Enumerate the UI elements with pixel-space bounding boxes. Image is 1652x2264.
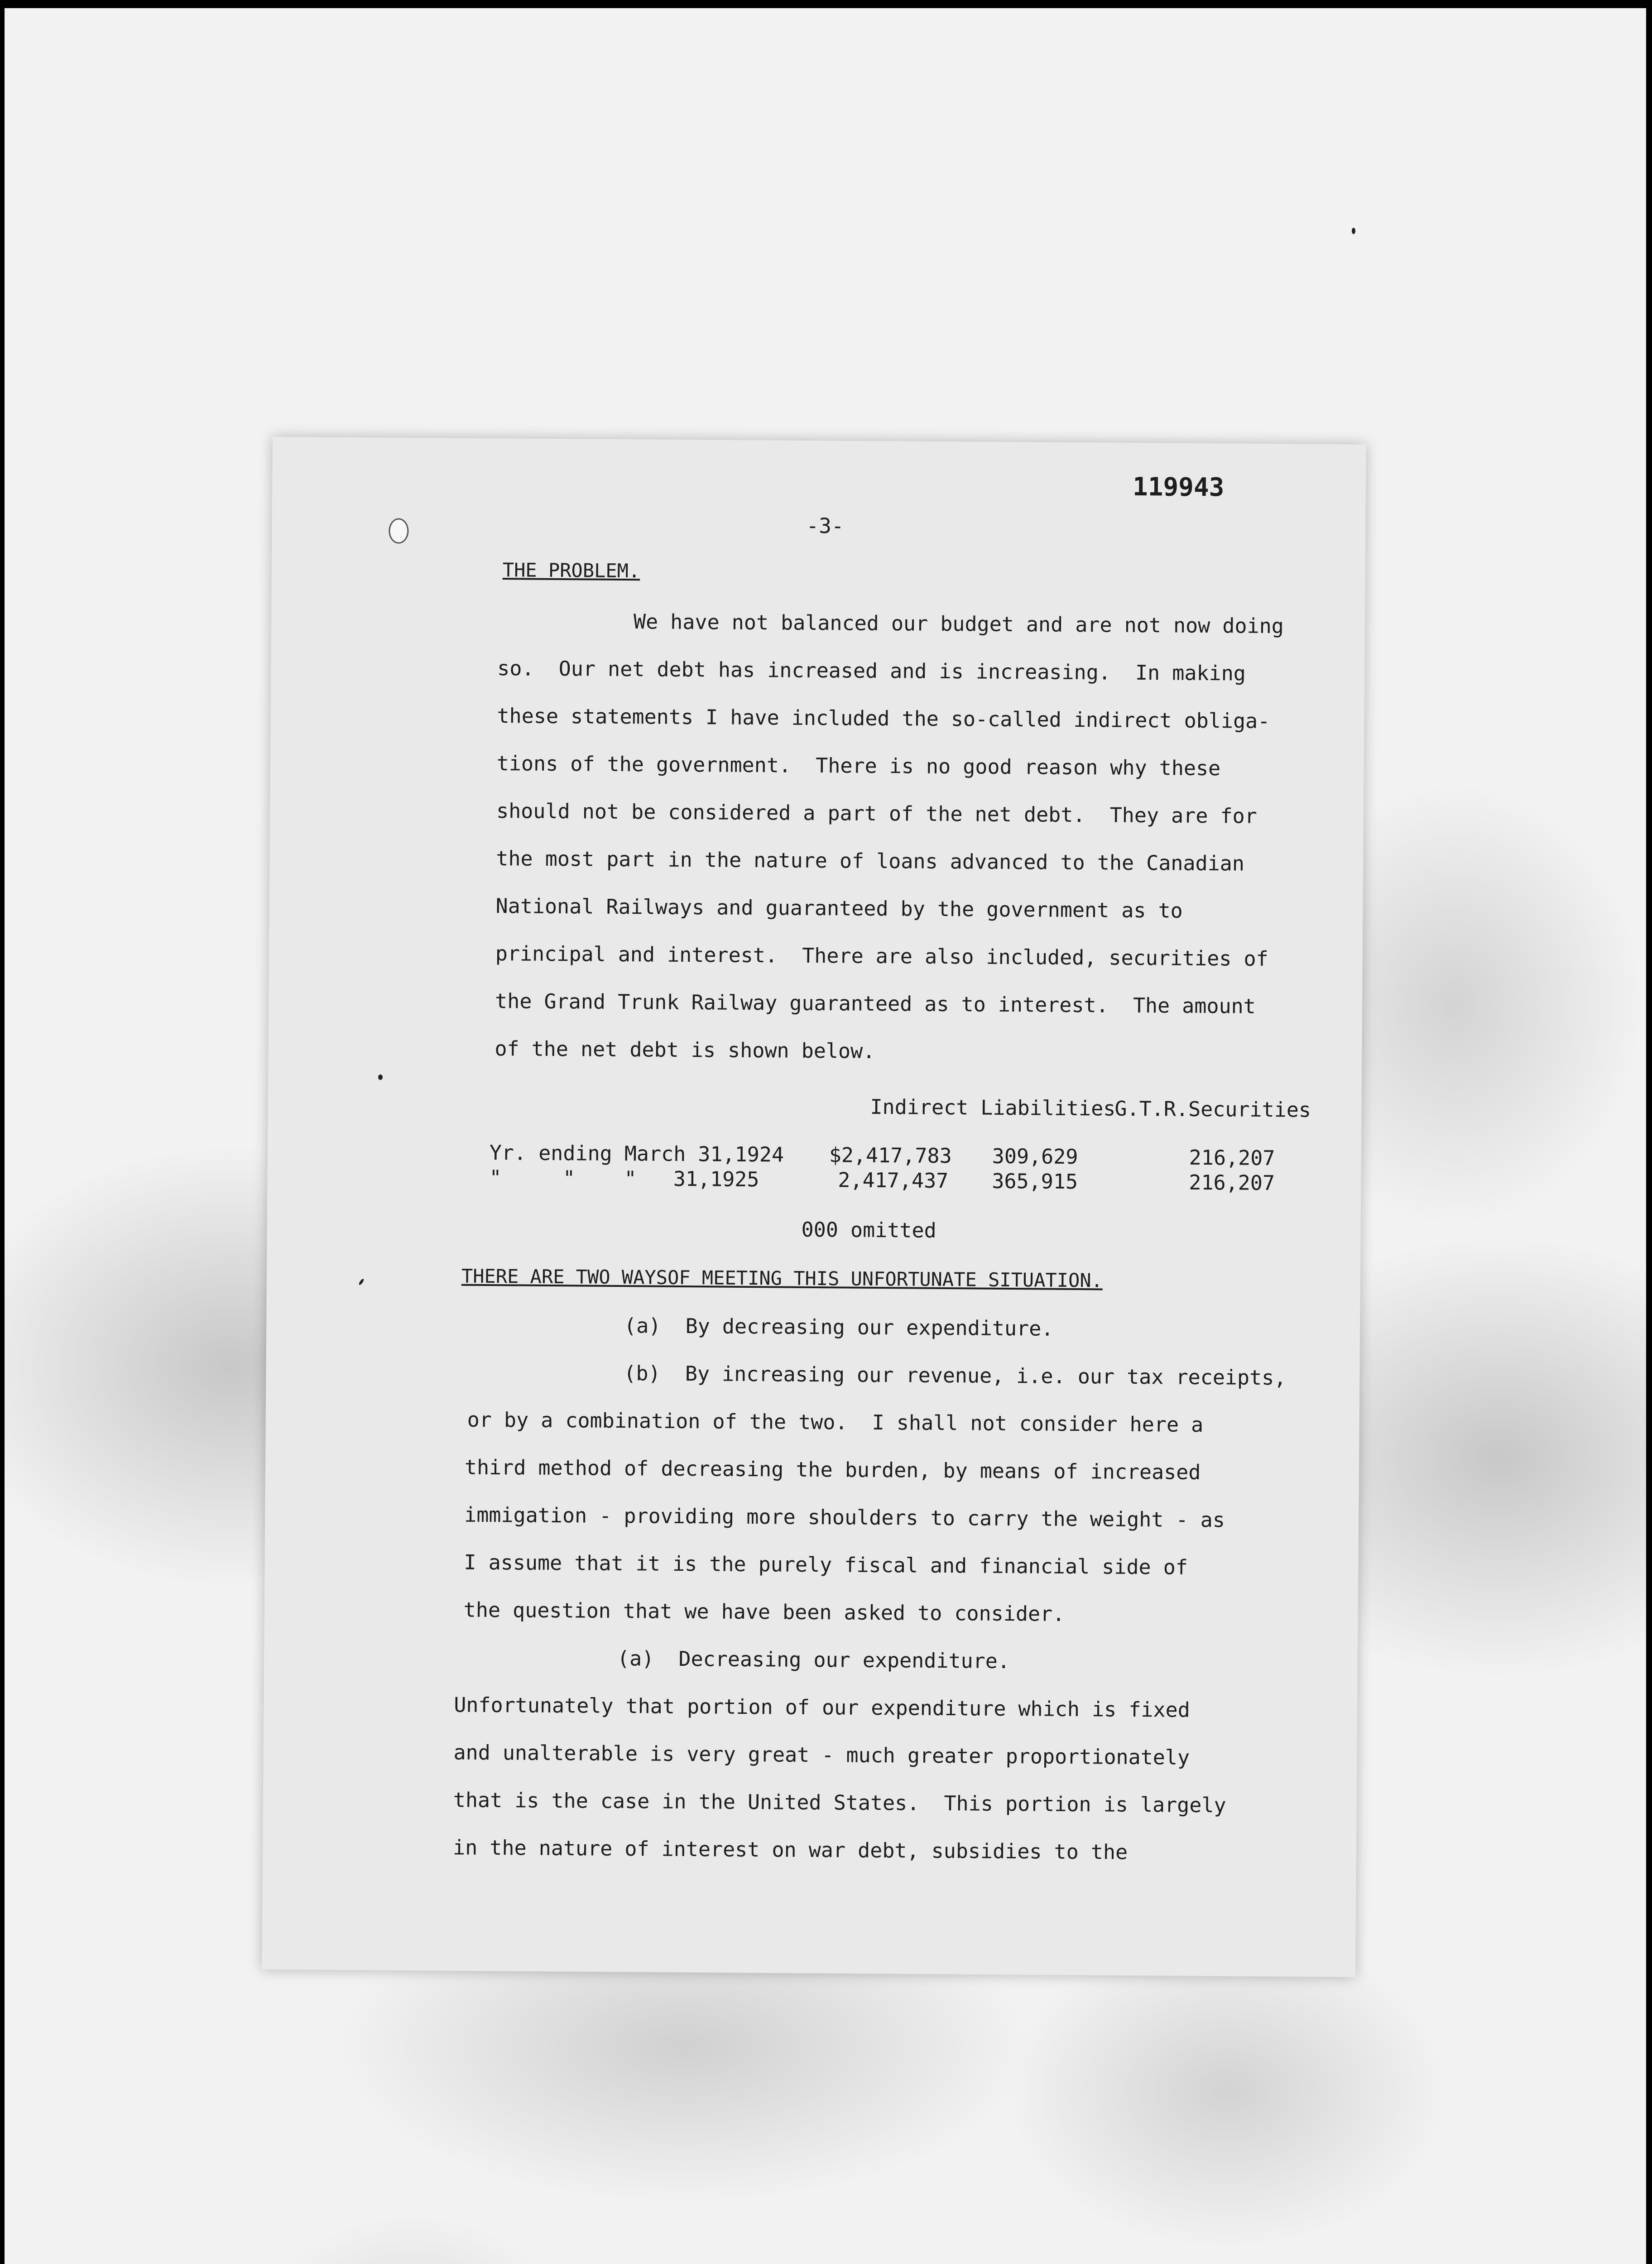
table-header-indirect: Indirect Liabilities [870,1094,1116,1121]
film-speck [1352,228,1355,234]
paragraph-line: of the net debt is shown below. [495,1036,875,1063]
paragraph-line: principal and interest. There are also included, securities of [495,941,1268,971]
paragraph-line: so. Our net debt has increased and is increasing. In making [497,656,1246,686]
paragraph-line: tions of the government. There is no good reason why these [496,751,1221,781]
punch-hole [389,518,408,543]
table-row-label: " " " 31,1925 [489,1165,759,1192]
paragraph-line: the most part in the nature of loans advanced to the Canadian [496,846,1245,876]
table-row-label: Yr. ending March 31,1924 [489,1140,784,1167]
paragraph-line: that is the case in the United States. This portion is largely [453,1788,1226,1818]
table-note: 000 omitted [801,1217,936,1242]
paragraph-line: I assume that it is the purely fiscal and financial side of [464,1550,1188,1579]
paragraph-line: immigation - providing more shoulders to carry the weight - as [464,1502,1225,1532]
paragraph-line: or by a combination of the two. I shall not consider here a [467,1407,1204,1437]
paragraph-line: and unalterable is very great - much greater proportionately [453,1740,1190,1770]
table-cell-indirect: 365,915 [992,1169,1078,1194]
paragraph-line: in the nature of interest on war debt, subsidies to the [452,1835,1128,1864]
paragraph-line: the question that we have been asked to consider. [463,1597,1065,1626]
table-header-gtr: G.T.R.Securities [1114,1096,1311,1122]
paragraph-line: We have not balanced our budget and are not now doing [633,609,1284,638]
document-number: 119943 [1132,472,1225,503]
paragraph-line: these statements I have included the so-called indirect obliga- [497,704,1270,734]
paragraph-line: National Railways and guaranteed by the government as to [495,894,1183,923]
table-cell-net-debt: 2,417,437 [838,1168,949,1193]
paragraph-line: the Grand Trunk Railway guaranteed as to interest. The amount [495,989,1256,1018]
film-speck [378,1074,383,1080]
page-number: -3- [806,513,844,538]
list-item-b: (b) By increasing our revenue, i.e. our tax receipts, [624,1361,1287,1390]
paragraph-line: Unfortunately that portion of our expenditure which is fixed [454,1693,1190,1722]
typed-page [262,437,1366,1977]
list-item-a: (a) By decreasing our expenditure. [624,1314,1054,1341]
section-heading: THE PROBLEM. [502,559,640,582]
paragraph-line: third method of decreasing the burden, by means of increased [464,1455,1201,1484]
section-heading-2: THERE ARE TWO WAYSOF MEETING THIS UNFORTUNATE SITUATION. [461,1265,1103,1292]
subsection-heading: (a) Decreasing our expenditure. [617,1646,1010,1674]
film-frame [5,8,1646,2264]
table-cell-gtr: 216,207 [1189,1145,1275,1170]
table-cell-net-debt: $2,417,783 [829,1143,952,1168]
table-cell-gtr: 216,207 [1189,1170,1275,1195]
table-cell-indirect: 309,629 [992,1144,1078,1169]
paragraph-line: should not be considered a part of the net debt. They are for [496,799,1257,828]
